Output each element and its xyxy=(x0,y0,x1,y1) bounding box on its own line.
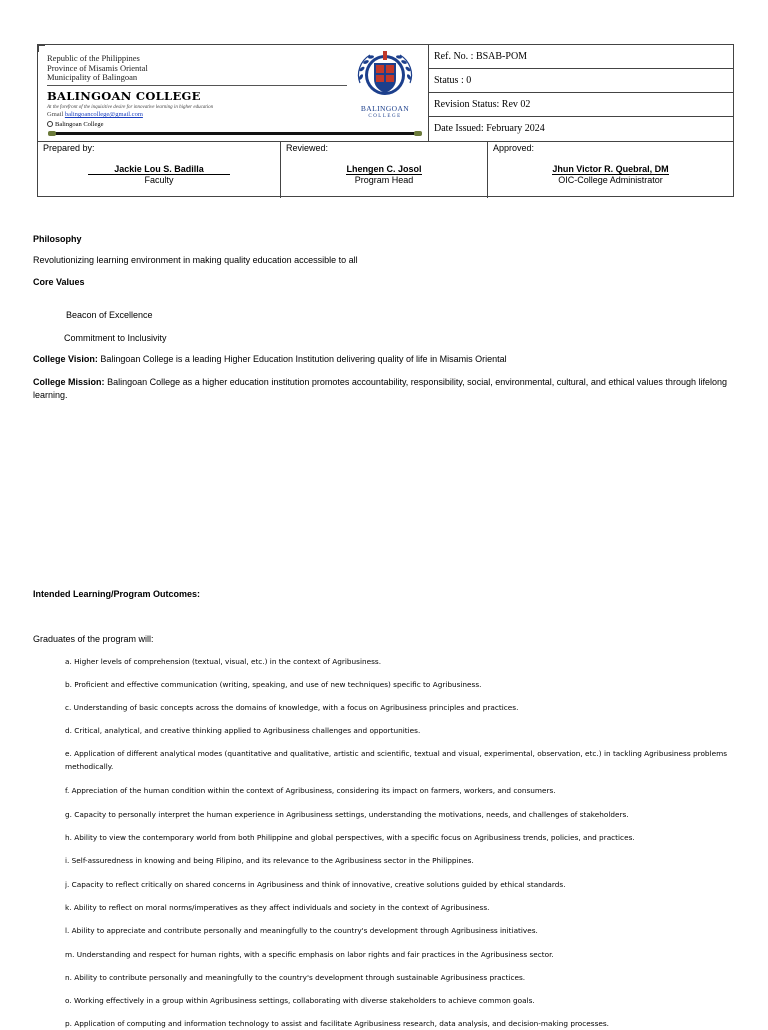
outcome-item: h. Ability to view the contemporary world from both Philippine and global perspectives, with a specific focus on Agribusiness trends, policies, and practices. xyxy=(65,833,635,842)
college-name: BALINGOAN COLLEGE xyxy=(47,89,201,103)
signatories-row xyxy=(38,141,733,198)
college-letterhead xyxy=(38,45,428,141)
mission-label: College Mission: xyxy=(33,377,105,387)
email-row xyxy=(47,111,143,118)
email-link[interactable]: balingoancollege@gmail.com xyxy=(64,111,143,118)
reviewed-by-cell xyxy=(280,142,487,198)
outcome-item: a. Higher levels of comprehension (textual, visual, etc.) in the context of Agribusiness. xyxy=(65,657,382,666)
date-issued: Date Issued: February 2024 xyxy=(434,123,545,134)
outcome-item: e. Application of different analytical modes (quantitative and qualitative, artistic and scientific, textual and visual, experimental, observation, etc.) in tackling Agribusiness problems methodically. xyxy=(65,749,727,771)
approved-name-wrap xyxy=(488,164,733,174)
document-header xyxy=(37,44,734,197)
revision-status: Revision Status: Rev 02 xyxy=(434,99,531,110)
philosophy-heading: Philosophy xyxy=(33,234,82,244)
seal-caption-sub: COLLEGE xyxy=(368,114,402,119)
reviewed-name: Lhengen C. Josol xyxy=(346,164,422,174)
prepared-name: Jackie Lou S. Badilla xyxy=(88,164,230,175)
outcome-item: o. Working effectively in a group within Agribusiness settings, collaborating with diverse stakeholders to achieve common goals. xyxy=(65,996,535,1005)
bar-cap-right xyxy=(414,131,422,136)
document-meta xyxy=(428,45,734,141)
prepared-label: Prepared by: xyxy=(43,143,95,153)
college-mission xyxy=(33,376,727,402)
seal-caption xyxy=(350,105,420,121)
letterhead-bar xyxy=(50,132,420,135)
outcome-item: j. Capacity to reflect critically on shared concerns in Agribusiness and think of innovative, creative solutions guided by ethical standards. xyxy=(65,880,566,889)
outcome-item: m. Understanding and respect for human rights, with a specific emphasis on labor rights and fair practices in the Agribusiness sector. xyxy=(65,950,554,959)
prepared-title: Faculty xyxy=(144,175,174,185)
outcome-item: l. Ability to appreciate and contribute personally and meaningfully to the country's development through Agribusiness initiatives. xyxy=(65,926,538,935)
reviewed-name-wrap xyxy=(281,164,487,174)
outcomes-intro: Graduates of the program will: xyxy=(33,634,154,644)
core-values-heading: Core Values xyxy=(33,277,85,287)
ref-no-row xyxy=(429,45,734,69)
ref-no: Ref. No. : BSAB-POM xyxy=(434,51,528,62)
approved-name: Jhun Victor R. Quebral, DM xyxy=(552,164,669,174)
gov-line: Municipality of Balingoan xyxy=(47,72,138,82)
vision-label: College Vision: xyxy=(33,354,98,364)
status: Status : 0 xyxy=(434,75,472,86)
letterhead-corner-mark xyxy=(38,45,45,52)
gov-line: Republic of the Philippines xyxy=(47,53,140,63)
date-issued-row xyxy=(429,117,734,141)
outcome-item: i. Self-assuredness in knowing and being Filipino, and its relevance to the Agribusiness sector in the Philippines. xyxy=(65,856,474,865)
outcome-item: c. Understanding of basic concepts across the domains of knowledge, with a focus on Agribusiness principles and practices. xyxy=(65,703,519,712)
email-label: Gmail xyxy=(47,111,64,118)
prepared-by-cell xyxy=(38,142,280,198)
prepared-name-wrap xyxy=(38,164,280,175)
letterhead-divider xyxy=(47,85,347,86)
outcome-item: d. Critical, analytical, and creative thinking applied to Agribusiness challenges and opportunities. xyxy=(65,726,421,735)
vision-text: Balingoan College is a leading Higher Education Institution delivering quality of life in Misamis Oriental xyxy=(97,354,507,364)
status-row xyxy=(429,69,734,93)
bar-cap-left xyxy=(48,131,56,136)
mission-text: Balingoan College as a higher education institution promotes accountability, responsibility, social, environmental, cultural, and ethical values through lifelong learning. xyxy=(33,377,728,400)
outcome-item: k. Ability to reflect on moral norms/imperatives as they affect individuals and society in the context of Agribusiness. xyxy=(65,903,490,912)
reviewed-title: Program Head xyxy=(354,175,414,185)
revision-row xyxy=(429,93,734,117)
outcome-item: n. Ability to contribute personally and meaningfully to the country's development through sustainable Agribusiness practices. xyxy=(65,973,526,982)
reviewed-label: Reviewed: xyxy=(286,143,329,153)
facebook-name: Balingoan College xyxy=(55,121,104,128)
facebook-icon xyxy=(47,121,53,127)
approved-by-cell xyxy=(487,142,733,198)
philosophy-text: Revolutionizing learning environment in making quality education accessible to all xyxy=(33,255,358,265)
outcome-item: b. Proficient and effective communication (writing, speaking, and use of new techniques) specific to Agribusiness. xyxy=(65,680,482,689)
outcomes-heading: Intended Learning/Program Outcomes: xyxy=(33,589,201,599)
core-value-item: Beacon of Excellence xyxy=(66,310,153,320)
approved-label: Approved: xyxy=(493,143,535,153)
outcome-item: p. Application of computing and information technology to assist and facilitate Agribusiness research, data analysis, and decision-making processes. xyxy=(65,1019,609,1028)
outcome-item: f. Appreciation of the human condition within the context of Agribusiness, considering its impact on farmers, workers, and consumers. xyxy=(65,786,556,795)
government-lines xyxy=(47,54,148,83)
college-vision xyxy=(33,353,727,366)
college-tagline: At the forefront of the inquisitive desire for innovative learning in higher education xyxy=(47,105,214,110)
outcome-item: g. Capacity to personally interpret the human experience in Agribusiness settings, understanding the motivations, needs, and challenges of stakeholders. xyxy=(65,810,629,819)
core-value-item: Commitment to Inclusivity xyxy=(64,333,167,343)
gov-line: Province of Misamis Oriental xyxy=(47,62,148,73)
facebook-row xyxy=(47,121,104,128)
approved-title: OIC-College Administrator xyxy=(558,175,663,185)
seal-caption-main: BALINGOAN xyxy=(360,104,410,113)
